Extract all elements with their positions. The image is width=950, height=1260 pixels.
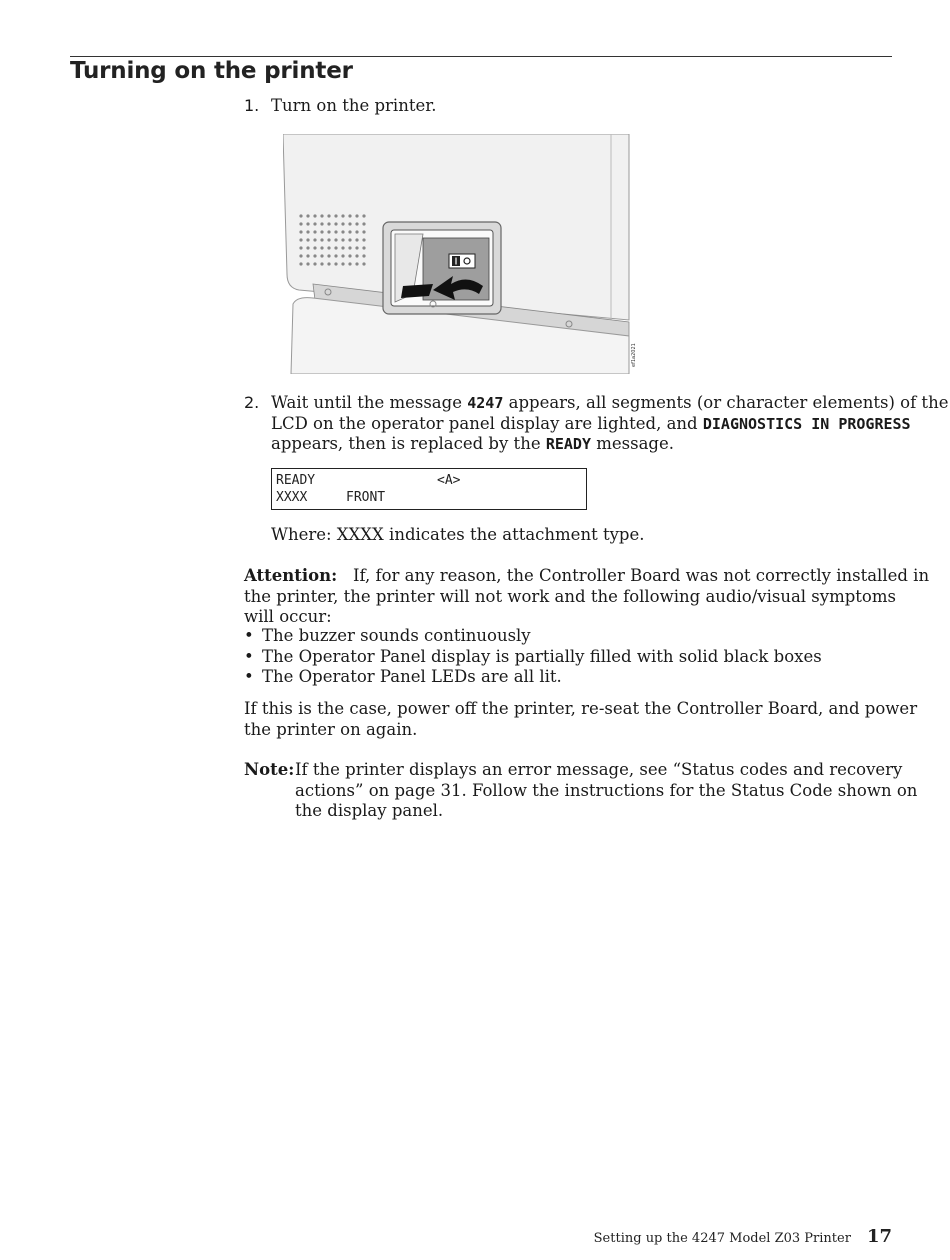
code-4247: 4247 bbox=[467, 394, 504, 412]
step-2-number: 2. bbox=[244, 393, 260, 412]
page-footer bbox=[594, 1226, 892, 1247]
figure-id: ef1a2021 bbox=[631, 343, 637, 367]
list-item: • The Operator Panel LEDs are all lit. bbox=[244, 667, 562, 686]
page-title: Turning on the printer bbox=[70, 58, 353, 84]
page-number: 17 bbox=[866, 1226, 892, 1247]
attention-label: Attention: bbox=[244, 566, 338, 585]
header-rule bbox=[70, 56, 892, 57]
power-switch bbox=[449, 254, 475, 268]
note-text: If the printer displays an error message, see “Status codes and recovery actions” on page 31. Follow the instructions for the Status Code shown on the display panel. bbox=[295, 760, 918, 820]
code-ready: READY bbox=[545, 435, 591, 453]
attention-block: Attention: If, for any reason, the Controller Board was not correctly installed in the printer, the printer will not work and the following audio/visual symptoms will occur: bbox=[244, 566, 930, 626]
where-text: Where: XXXX indicates the attachment type. bbox=[271, 525, 645, 544]
case-paragraph: If this is the case, power off the printer, re-seat the Controller Board, and power the printer on again. bbox=[244, 699, 918, 739]
step-1-number: 1. bbox=[244, 96, 260, 115]
symptom-list bbox=[244, 626, 822, 688]
operator-panel-display: READY <A> XXXX FRONT bbox=[271, 468, 587, 510]
step-1-text: Turn on the printer. bbox=[271, 96, 437, 115]
list-item: • The Operator Panel display is partially filled with solid black boxes bbox=[244, 646, 822, 666]
code-diagnostics: DIAGNOSTICS IN PROGRESS bbox=[702, 414, 911, 433]
printer-power-switch-illustration bbox=[283, 134, 639, 374]
footer-text: Setting up the 4247 Model Z03 Printer bbox=[593, 1231, 851, 1246]
step-2-text: Wait until the message 4247 appears, all segments (or character elements) of the LCD on the operator panel display are lighted, and DIAGNOSTICS IN PROGRESS appears, then is replaced by the READY message. bbox=[271, 393, 949, 453]
list-item: • The buzzer sounds continuously bbox=[244, 626, 531, 645]
note-label: Note: bbox=[244, 760, 295, 779]
